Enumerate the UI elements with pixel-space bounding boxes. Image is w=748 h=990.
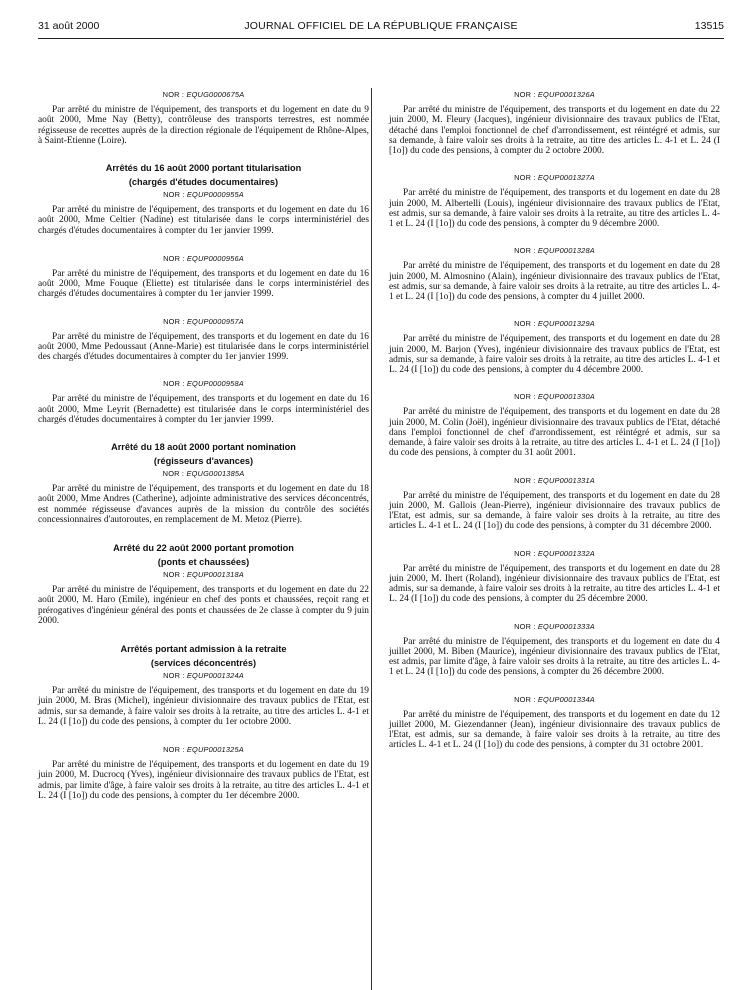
- decree-entry: [38, 379, 369, 425]
- issue-date: 31 août 2000: [38, 20, 100, 32]
- nor-code: EQUG0001385A: [186, 469, 245, 478]
- nor-label: NOR :: [163, 190, 187, 199]
- section-heading: (services déconcentrés): [150, 657, 257, 668]
- section-heading: Arrêtés portant admission à la retraite: [120, 644, 287, 654]
- nor-label: NOR :: [162, 469, 187, 478]
- decree-text: Par arrêté du ministre de l'équipement, des transports et du logement en date du 28 juin 2000, M. Almosnino (Alain), ingénieur divisionnaire des travaux publics de l'Etat, est admis, sur sa demande, à faire valoir ses droits à la retraite, au titre des articles L. 4-1 et L. 24 (I [1o]) du code des pensions, à compter du 4 juillet 2000.: [389, 261, 720, 302]
- nor-code: EQUP0001325A: [186, 745, 244, 754]
- nor-label: NOR :: [514, 246, 538, 256]
- nor-reference: [38, 570, 369, 579]
- decree-entry: [38, 745, 369, 801]
- nor-code: EQUP0000955A: [186, 190, 244, 199]
- decree-text: Par arrêté du ministre de l'équipement, des transports et du logement en date du 4 juillet 2000, M. Biben (Maurice), ingénieur divisionnaire des travaux publics de l'Etat, est admis, par limite d'âge, à faire valoir ses droits à la retraite, au titre des articles L. 4-1 et L. 24 (I [1o]) du code des pensions, à compter du 26 décembre 2000.: [389, 636, 720, 678]
- nor-label: NOR :: [163, 570, 187, 579]
- nor-reference: [389, 319, 720, 328]
- nor-code: EQUP0001334A: [537, 694, 595, 704]
- nor-reference: [389, 392, 720, 401]
- section-heading: (chargés d'études documentaires): [128, 176, 279, 187]
- left-column: [38, 90, 369, 818]
- decree-text: Par arrêté du ministre de l'équipement, des transports et du logement en date du 9 août 2000, Mme Nay (Betty), contrôleuse des transports terrestres, est nommée régisseuse de recettes auprès de la direction régionale de l'équipement de Rhône-Alpes, à Saint-Etienne (Loire).: [38, 105, 369, 146]
- decree-entry: [38, 442, 369, 525]
- nor-code: EQUP0000956A: [186, 253, 244, 263]
- nor-code: EQUP0001332A: [537, 548, 595, 558]
- nor-label: NOR :: [514, 319, 538, 329]
- section-heading: Arrêté du 18 août 2000 portant nomination: [111, 442, 296, 452]
- nor-code: EQUP0001333A: [537, 621, 595, 631]
- section-heading: Arrêté du 22 août 2000 portant promotion: [113, 543, 294, 553]
- nor-reference: [389, 173, 720, 182]
- decree-entry: [389, 392, 720, 458]
- nor-reference: [38, 190, 369, 199]
- nor-label: NOR :: [514, 548, 538, 558]
- decree-text: Par arrêté du ministre de l'équipement, des transports et du logement en date du 12 juillet 2000, M. Giezendanner (Jean), ingénieur divisionnaire des travaux publics de l'Etat, est admis, sur sa demande, à faire valoir ses droits à la retraite, au titre des articles L. 4-1 et L. 24 (I [1o]) du code des pensions, à compter du 31 octobre 2001.: [389, 709, 720, 751]
- nor-label: NOR :: [514, 90, 538, 99]
- nor-reference: [389, 549, 720, 558]
- decree-text: Par arrêté du ministre de l'équipement, des transports et du logement en date du 16 août 2000, Mme Leyrit (Bernadette) est titularisée dans le corps interministériel des chargés d'études documentaires à compter du 1er janvier 1999.: [38, 394, 369, 425]
- right-column: [389, 90, 720, 768]
- decree-text: Par arrêté du ministre de l'équipement, des transports et du logement en date du 16 août 2000, Mme Pedoussaut (Anne-Marie) est titularisée dans le corps interministériel des chargés d'études documentaires à compter du 1er janvier 1999.: [38, 331, 369, 362]
- decree-entry: [38, 163, 369, 236]
- nor-code: EQUP0001328A: [537, 246, 595, 256]
- nor-reference: [38, 317, 369, 326]
- nor-reference: [389, 90, 720, 99]
- column-divider: [371, 88, 372, 990]
- nor-code: EQUP0001326A: [537, 90, 595, 99]
- nor-label: NOR :: [514, 475, 538, 485]
- decree-text: Par arrêté du ministre de l'équipement, des transports et du logement en date du 28 juin 2000, M. Colin (Joël), ingénieur divisionnaire des travaux publics de l'Etat, détaché dans l'emploi fonctionnel de chef d'arrondissement, est réintégré et admis, sur sa demande, à faire valoir ses droits à la retraite, au titre des articles L. 4-1 et L. 24 (I [1o]) du code des pensions, à compter du 31 août 2001.: [389, 407, 720, 459]
- decree-text: Par arrêté du ministre de l'équipement, des transports et du logement en date du 28 juin 2000, M. Gallois (Jean-Pierre), ingénieur divisionnaire des travaux publics de l'Etat, est admis, sur sa demande, à faire valoir ses droits à la retraite, au titre des articles L. 4-1 et L. 24 (I [1o]) du code des pensions, à compter du 31 décembre 2000.: [389, 490, 720, 532]
- decree-text: Par arrêté du ministre de l'équipement, des transports et du logement en date du 18 août 2000, Mme Andres (Catherine), adjointe administrative des services déconcentrés, est nommée régisseuse d'avances auprès de la mission du contrôle des sociétés concessionnaires d'autoroutes, en remplacement de M. Metoz (Pierre).: [38, 484, 369, 525]
- nor-label: NOR :: [514, 694, 538, 704]
- nor-label: NOR :: [163, 745, 187, 754]
- nor-label: NOR :: [163, 379, 187, 389]
- decree-text: Par arrêté du ministre de l'équipement, des transports et du logement en date du 19 juin 2000, M. Bras (Michel), ingénieur divisionnaire des travaux publics de l'Etat, est admis, sur sa demande, à faire valoir ses droits à la retraite, au titre des articles L. 4-1 et L. 24 (I [1o]) du code des pensions, à compter du 1er octobre 2000.: [38, 686, 369, 727]
- section-heading: (ponts et chaussées): [157, 556, 250, 567]
- nor-code: EQUP0001331A: [537, 475, 595, 485]
- decree-entry: [389, 173, 720, 229]
- nor-code: EQUP0001329A: [537, 319, 595, 329]
- nor-code: EQUP0001318A: [186, 570, 244, 579]
- nor-code: EQUP0000957A: [186, 316, 244, 326]
- header-rule: [38, 38, 724, 39]
- nor-label: NOR :: [162, 90, 187, 99]
- nor-reference: [38, 745, 369, 754]
- nor-label: NOR :: [163, 671, 187, 680]
- section-heading: Arrêtés du 16 août 2000 portant titularisation: [105, 163, 302, 173]
- nor-label: NOR :: [514, 173, 538, 183]
- decree-text: Par arrêté du ministre de l'équipement, des transports et du logement en date du 16 août 2000, Mme Fouque (Eliette) est titularisée dans le corps interministériel des chargés d'études documentaires à compter du 1er janvier 1999.: [38, 268, 369, 300]
- decree-entry: [38, 644, 369, 727]
- nor-reference: [38, 379, 369, 388]
- nor-label: NOR :: [514, 392, 538, 402]
- decree-entry: [389, 319, 720, 375]
- decree-text: Par arrêté du ministre de l'équipement, des transports et du logement en date du 28 juin 2000, M. Albertelli (Louis), ingénieur divisionnaire des travaux publics de l'Etat, est admis, sur sa demande, à faire valoir ses droits à la retraite, au titre des articles L. 4-1 et L. 24 (I [1o]) du code des pensions, à compter du 9 décembre 2000.: [389, 188, 720, 229]
- decree-entry: [38, 254, 369, 300]
- nor-reference: [389, 695, 720, 704]
- nor-reference: [38, 671, 369, 680]
- nor-label: NOR :: [163, 316, 187, 326]
- page-header: [38, 20, 724, 36]
- decree-entry: [389, 90, 720, 156]
- decree-entry: [389, 549, 720, 605]
- decree-entry: [38, 317, 369, 363]
- nor-label: NOR :: [514, 621, 538, 631]
- decree-entry: [389, 476, 720, 532]
- nor-reference: [389, 246, 720, 255]
- nor-label: NOR :: [163, 253, 187, 263]
- decree-text: Par arrêté du ministre de l'équipement, des transports et du logement en date du 22 août 2000, M. Haro (Emile), ingénieur en chef des ponts et chaussées, reçoit rang et prérogatives d'ingénieur général des ponts et chaussées de 2e classe à compter du 9 juin 2000.: [38, 585, 369, 626]
- decree-text: Par arrêté du ministre de l'équipement, des transports et du logement en date du 28 juin 2000, M. Ihert (Roland), ingénieur divisionnaire des travaux publics de l'Etat, est admis, sur sa demande, à faire valoir ses droits à la retraite, au titre des articles L. 4-1 et L. 24 (I [1o]) du code des pensions, à compter du 25 décembre 2000.: [389, 563, 720, 605]
- decree-entry: [389, 622, 720, 678]
- nor-code: EQUP0001330A: [537, 392, 595, 402]
- nor-code: EQUP0000958A: [186, 379, 244, 389]
- decree-entry: [389, 695, 720, 751]
- decree-entry: [38, 543, 369, 626]
- section-heading: (régisseurs d'avances): [153, 455, 254, 466]
- decree-entry: [389, 246, 720, 302]
- nor-reference: [389, 622, 720, 631]
- nor-reference: [389, 476, 720, 485]
- nor-code: EQUP0001327A: [537, 173, 595, 183]
- decree-text: Par arrêté du ministre de l'équipement, des transports et du logement en date du 16 août 2000, Mme Celtier (Nadine) est titularisée dans le corps interministériel des chargés d'études documentaires à compter du 1er janvier 1999.: [38, 205, 369, 236]
- journal-title: JOURNAL OFFICIEL DE LA RÉPUBLIQUE FRANÇAISE: [244, 20, 518, 32]
- decree-text: Par arrêté du ministre de l'équipement, des transports et du logement en date du 28 juin 2000, M. Barjon (Yves), ingénieur divisionnaire des travaux publics de l'Etat, est admis, sur sa demande, à faire valoir ses droits à la retraite, au titre des articles L. 4-1 et L. 24 (I [1o]) du code des pensions, à compter du 4 décembre 2000.: [389, 334, 720, 375]
- decree-text: Par arrêté du ministre de l'équipement, des transports et du logement en date du 19 juin 2000, M. Ducrocq (Yves), ingénieur divisionnaire des travaux publics de l'Etat, est admis, par limite d'âge, à faire valoir ses droits à la retraite, au titre des articles L. 4-1 et L. 24 (I [1o]) du code des pensions, à compter du 1er décembre 2000.: [38, 760, 369, 801]
- page-number: 13515: [694, 20, 724, 32]
- decree-entry: [38, 90, 369, 146]
- nor-code: EQUP0001324A: [186, 671, 244, 680]
- nor-reference: [38, 90, 369, 99]
- nor-reference: [38, 254, 369, 263]
- nor-reference: [38, 469, 369, 478]
- decree-text: Par arrêté du ministre de l'équipement, des transports et du logement en date du 22 juin 2000, M. Fleury (Jacques), ingénieur divisionnaire des travaux publics de l'Etat, détaché dans l'emploi fonctionnel de chef d'arrondissement, est réintégré et admis, sur sa demande, à faire valoir ses droits à la retraite, au titre des articles L. 4-1 et L. 24 (I [1o]) du code des pensions, à compter du 2 octobre 2000.: [389, 105, 720, 156]
- nor-code: EQUG0000675A: [186, 90, 245, 99]
